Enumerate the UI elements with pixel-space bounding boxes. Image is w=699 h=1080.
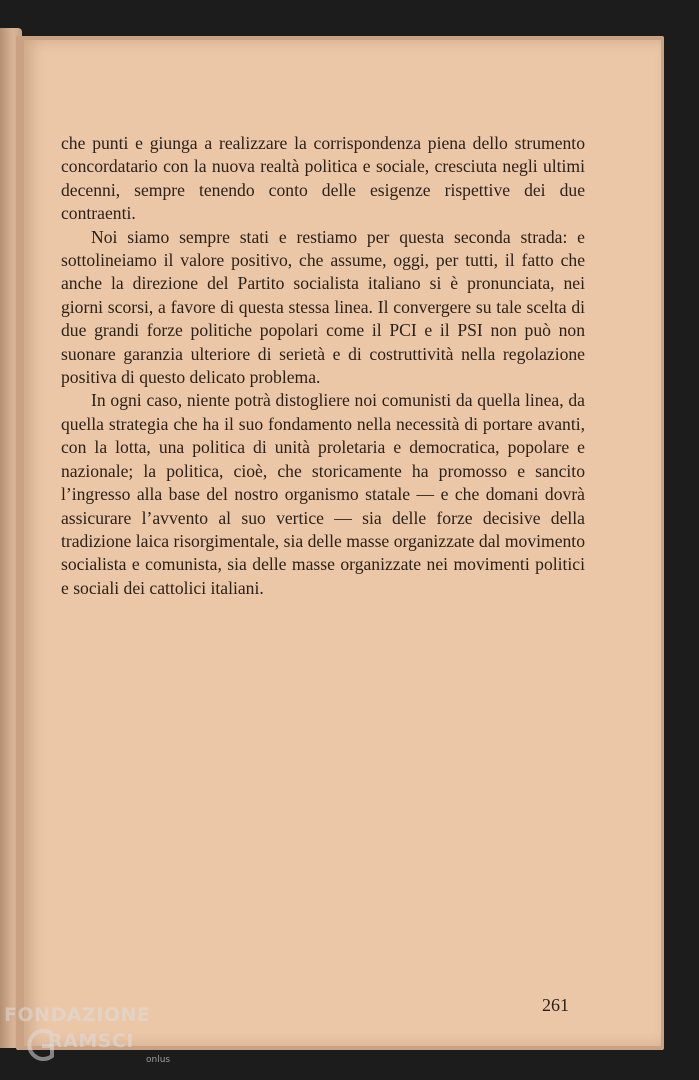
paragraph-3: In ogni caso, niente potrà distogliere noi comunisti da quella linea, da quella strategia che ha il suo fondamento nella necessità di portare avanti, con la lotta, una politica di unità proletaria e democratica, popolare e nazionale; la politica, cioè, che storicamente ha promosso e sancito l’ingresso alla base del nostro organismo statale — e che domani dovrà assicurare l’avvento al suo vertice — sia delle forze decisive della tradizione laica risorgimentale, sia delle masse organizzate dal movimento socialista e comunista, sia delle masse organizzate nei movimenti politici e sociali dei cattolici italiani.: [61, 390, 585, 598]
paragraph-2: Noi siamo sempre stati e restiamo per questa seconda strada: e sottolineiamo il valore positivo, che assume, oggi, per tutti, il fatto che anche la direzione del Partito socialista italiano si è pronunciata, nei giorni scorsi, a favore di questa stessa linea. Il convergere su tale scelta di due grandi forze politiche popolari come il PCI e il PSI non può non suonare garanzia ulteriore di serietà e di costruttività nella regolazione positiva di questo delicato problema.: [61, 226, 585, 388]
page-number: 261: [542, 995, 569, 1015]
book-page: [24, 40, 661, 1046]
watermark-suffix: onlus: [146, 1055, 171, 1065]
watermark: [4, 1000, 204, 1080]
paragraph-1: che punti e giunga a realizzare la corrispondenza piena dello strumento concordatario con la nuova realtà politica e sociale, cresciuta negli ultimi decenni, sempre tenendo conto delle esigenze rispettive dei due contraenti.: [61, 133, 585, 224]
watermark-line1: FONDAZIONE: [4, 1004, 151, 1026]
watermark-line2: RAMSCI: [48, 1030, 134, 1052]
body-text: [61, 132, 585, 600]
